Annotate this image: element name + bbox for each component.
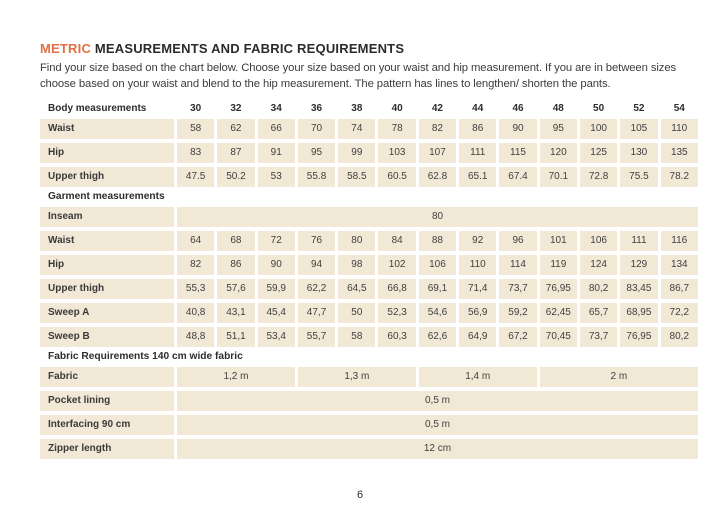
value-cell: 115 (499, 143, 536, 163)
value-cell: 84 (378, 231, 415, 251)
row-label-cell: Waist (40, 231, 174, 251)
value-cell: 40,8 (177, 303, 214, 323)
size-header-cell: 52 (620, 102, 657, 115)
value-cell: 107 (419, 143, 456, 163)
section-header-label: Garment measurements (40, 191, 698, 203)
value-cell: 56,9 (459, 303, 496, 323)
size-header-cell: 44 (459, 102, 496, 115)
page-title-accent: METRIC (40, 41, 92, 56)
value-cell: 90 (258, 255, 295, 275)
row-label-cell: Hip (40, 143, 174, 163)
value-cell: 62,6 (419, 327, 456, 347)
value-cell: 62,2 (298, 279, 335, 299)
size-header-cell: 54 (661, 102, 698, 115)
measurements-table-body (40, 102, 698, 459)
value-cell: 76,95 (620, 327, 657, 347)
value-cell: 76,95 (540, 279, 577, 299)
value-cell: 73,7 (580, 327, 617, 347)
value-cell: 82 (177, 255, 214, 275)
value-cell: 124 (580, 255, 617, 275)
group-value-cell: 1,3 m (298, 367, 416, 387)
value-cell: 130 (620, 143, 657, 163)
table-row (40, 167, 698, 187)
value-cell: 45,4 (258, 303, 295, 323)
value-cell: 60,3 (378, 327, 415, 347)
intro-line-1: Find your size based on the chart below. Choose your size based on your waist and hip measurement. If you are in between sizes (40, 62, 677, 74)
size-header-cell: 32 (217, 102, 254, 115)
value-cell: 111 (459, 143, 496, 163)
value-cell: 67.4 (499, 167, 536, 187)
value-cell: 74 (338, 119, 375, 139)
value-cell: 135 (661, 143, 698, 163)
section-header-label: Fabric Requirements 140 cm wide fabric (40, 351, 698, 363)
value-cell: 86 (217, 255, 254, 275)
value-cell: 96 (499, 231, 536, 251)
sizes-header-row (40, 102, 698, 115)
value-cell: 86,7 (661, 279, 698, 299)
span-value-cell: 12 cm (177, 439, 698, 459)
span-value-cell: 80 (177, 207, 698, 227)
value-cell: 80,2 (580, 279, 617, 299)
value-cell: 72 (258, 231, 295, 251)
value-cell: 114 (499, 255, 536, 275)
table-row (40, 207, 698, 227)
value-cell: 134 (661, 255, 698, 275)
value-cell: 83,45 (620, 279, 657, 299)
value-cell: 80 (338, 231, 375, 251)
table-row (40, 119, 698, 139)
value-cell: 51,1 (217, 327, 254, 347)
value-cell: 105 (620, 119, 657, 139)
value-cell: 58 (338, 327, 375, 347)
value-cell: 94 (298, 255, 335, 275)
value-cell: 72.8 (580, 167, 617, 187)
size-header-cell: 38 (338, 102, 375, 115)
value-cell: 95 (540, 119, 577, 139)
value-cell: 55.8 (298, 167, 335, 187)
table-row (40, 231, 698, 251)
value-cell: 100 (580, 119, 617, 139)
value-cell: 101 (540, 231, 577, 251)
size-header-cell: 40 (378, 102, 415, 115)
value-cell: 47.5 (177, 167, 214, 187)
row-label-cell: Pocket lining (40, 391, 174, 411)
value-cell: 64 (177, 231, 214, 251)
row-label-cell: Upper thigh (40, 279, 174, 299)
table-row (40, 439, 698, 459)
group-value-cell: 2 m (540, 367, 698, 387)
section-header-row (40, 351, 698, 363)
value-cell: 110 (459, 255, 496, 275)
value-cell: 129 (620, 255, 657, 275)
value-cell: 62,45 (540, 303, 577, 323)
table-row (40, 255, 698, 275)
row-label-cell: Inseam (40, 207, 174, 227)
value-cell: 92 (459, 231, 496, 251)
span-value-cell: 0,5 m (177, 391, 698, 411)
value-cell: 76 (298, 231, 335, 251)
row-label-cell: Fabric (40, 367, 174, 387)
table-row (40, 327, 698, 347)
section-header-row (40, 191, 698, 203)
value-cell: 52,3 (378, 303, 415, 323)
table-row (40, 279, 698, 299)
value-cell: 50.2 (217, 167, 254, 187)
row-label-cell: Sweep A (40, 303, 174, 323)
table-row (40, 415, 698, 435)
value-cell: 68,95 (620, 303, 657, 323)
value-cell: 103 (378, 143, 415, 163)
value-cell: 59,2 (499, 303, 536, 323)
value-cell: 64,5 (338, 279, 375, 299)
row-label-cell: Sweep B (40, 327, 174, 347)
value-cell: 62 (217, 119, 254, 139)
row-label-cell: Upper thigh (40, 167, 174, 187)
value-cell: 83 (177, 143, 214, 163)
row-label-cell: Interfacing 90 cm (40, 415, 174, 435)
value-cell: 55,3 (177, 279, 214, 299)
size-header-cell: 30 (177, 102, 214, 115)
value-cell: 102 (378, 255, 415, 275)
page-number: 6 (356, 489, 364, 501)
intro-paragraph (40, 60, 698, 92)
value-cell: 80,2 (661, 327, 698, 347)
size-header-cell: 34 (258, 102, 295, 115)
value-cell: 82 (419, 119, 456, 139)
table-row (40, 303, 698, 323)
value-cell: 60.5 (378, 167, 415, 187)
value-cell: 87 (217, 143, 254, 163)
value-cell: 98 (338, 255, 375, 275)
value-cell: 110 (661, 119, 698, 139)
table-row (40, 367, 698, 387)
value-cell: 57,6 (217, 279, 254, 299)
row-label-cell: Hip (40, 255, 174, 275)
value-cell: 119 (540, 255, 577, 275)
value-cell: 69,1 (419, 279, 456, 299)
value-cell: 120 (540, 143, 577, 163)
value-cell: 75.5 (620, 167, 657, 187)
value-cell: 106 (580, 231, 617, 251)
value-cell: 125 (580, 143, 617, 163)
value-cell: 43,1 (217, 303, 254, 323)
value-cell: 47,7 (298, 303, 335, 323)
value-cell: 64,9 (459, 327, 496, 347)
value-cell: 66 (258, 119, 295, 139)
span-value-cell: 0,5 m (177, 415, 698, 435)
size-header-cell: 50 (580, 102, 617, 115)
size-header-cell: 48 (540, 102, 577, 115)
value-cell: 54,6 (419, 303, 456, 323)
value-cell: 78.2 (661, 167, 698, 187)
value-cell: 68 (217, 231, 254, 251)
value-cell: 48,8 (177, 327, 214, 347)
value-cell: 59,9 (258, 279, 295, 299)
value-cell: 95 (298, 143, 335, 163)
value-cell: 72,2 (661, 303, 698, 323)
value-cell: 111 (620, 231, 657, 251)
value-cell: 73,7 (499, 279, 536, 299)
value-cell: 78 (378, 119, 415, 139)
value-cell: 62.8 (419, 167, 456, 187)
value-cell: 90 (499, 119, 536, 139)
value-cell: 50 (338, 303, 375, 323)
value-cell: 58.5 (338, 167, 375, 187)
value-cell: 67,2 (499, 327, 536, 347)
page-title-rest: MEASUREMENTS AND FABRIC REQUIREMENTS (91, 41, 405, 56)
value-cell: 55,7 (298, 327, 335, 347)
value-cell: 106 (419, 255, 456, 275)
value-cell: 53 (258, 167, 295, 187)
value-cell: 66,8 (378, 279, 415, 299)
value-cell: 70.1 (540, 167, 577, 187)
value-cell: 71,4 (459, 279, 496, 299)
row-label-cell: Zipper length (40, 439, 174, 459)
value-cell: 116 (661, 231, 698, 251)
value-cell: 58 (177, 119, 214, 139)
page-title (40, 41, 698, 56)
table-corner-label: Body measurements (40, 102, 174, 115)
value-cell: 65.1 (459, 167, 496, 187)
value-cell: 53,4 (258, 327, 295, 347)
value-cell: 65,7 (580, 303, 617, 323)
size-header-cell: 46 (499, 102, 536, 115)
size-header-cell: 42 (419, 102, 456, 115)
value-cell: 91 (258, 143, 295, 163)
value-cell: 88 (419, 231, 456, 251)
row-label-cell: Waist (40, 119, 174, 139)
value-cell: 86 (459, 119, 496, 139)
table-row (40, 143, 698, 163)
group-value-cell: 1,4 m (419, 367, 537, 387)
measurements-table (37, 98, 701, 463)
value-cell: 99 (338, 143, 375, 163)
size-header-cell: 36 (298, 102, 335, 115)
group-value-cell: 1,2 m (177, 367, 295, 387)
intro-line-2: choose based on your waist and blend to the hip measurement. The pattern has lines to lengthen/ shorten the pants. (40, 78, 611, 90)
value-cell: 70,45 (540, 327, 577, 347)
table-row (40, 391, 698, 411)
value-cell: 70 (298, 119, 335, 139)
